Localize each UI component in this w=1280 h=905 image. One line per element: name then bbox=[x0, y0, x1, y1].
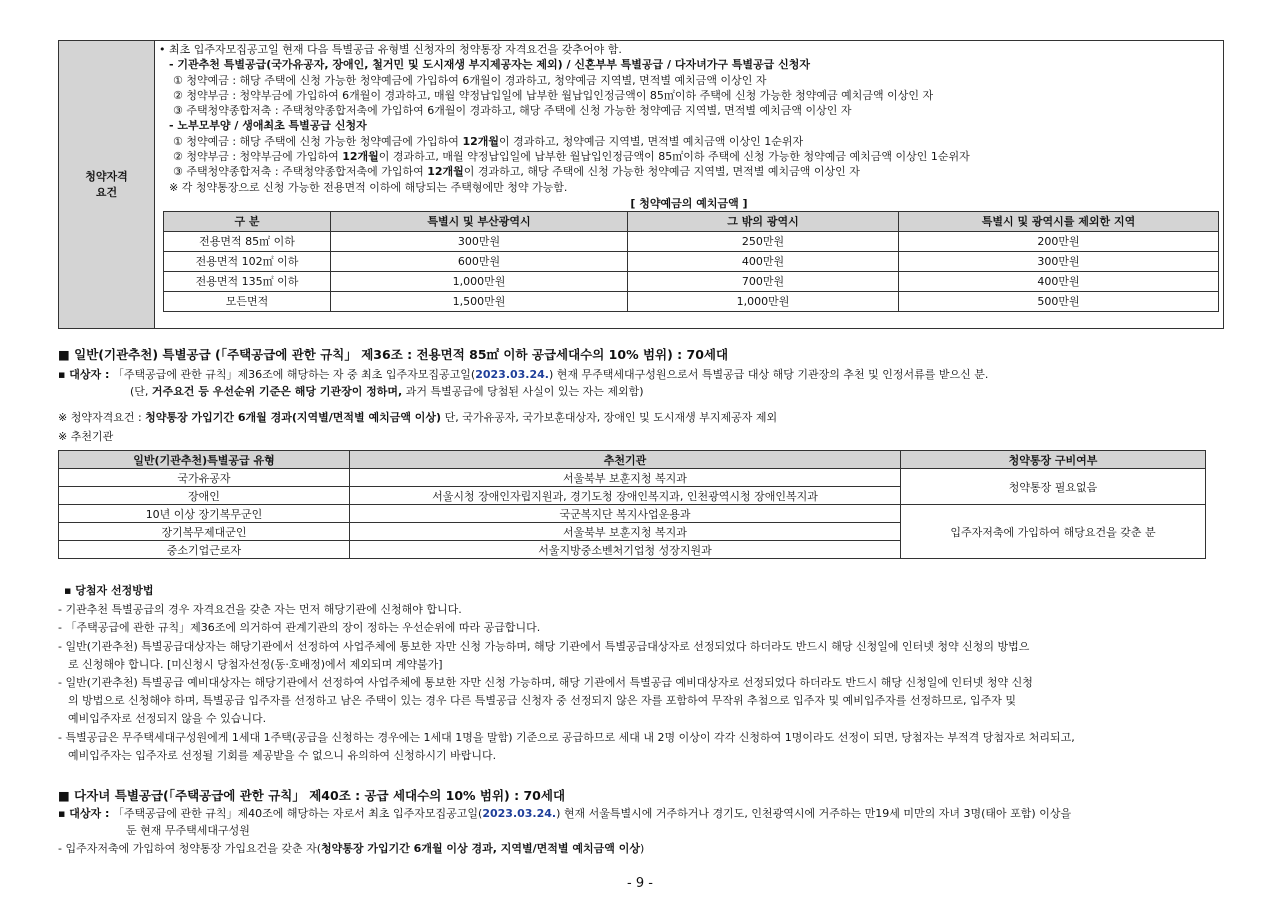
group2-item bbox=[159, 149, 1219, 164]
table-row bbox=[164, 231, 1219, 251]
subscription-requirement-table bbox=[58, 40, 1224, 329]
column-header: 추천기관 bbox=[350, 451, 901, 469]
requirement-body bbox=[155, 41, 1223, 328]
table-cell: 400만원 bbox=[628, 251, 899, 271]
target-condition-line bbox=[130, 384, 644, 399]
text: ) bbox=[639, 842, 645, 855]
target-continuation: 둔 현재 무주택세대구성원 bbox=[126, 824, 250, 837]
table-cell: 청약통장 필요없음 bbox=[901, 469, 1206, 505]
winner-selection-title: ▪ 당첨자 선정방법 bbox=[64, 584, 154, 597]
winner-line: 예비입주자는 입주자로 선정될 기회를 제공받을 수 없으니 유의하여 신청하시기 바랍니다. bbox=[68, 749, 497, 762]
table-row bbox=[164, 251, 1219, 271]
text: ② 청약부금 : 청약부금에 가입하여 bbox=[173, 150, 343, 164]
requirement-intro: • 최초 입주자모집공고일 현재 다음 특별공급 유형별 신청자의 청약통장 자격요건을 갖추어야 함. bbox=[159, 43, 622, 56]
table-header-row bbox=[164, 211, 1219, 231]
deposit-amount-table bbox=[163, 211, 1219, 312]
table-row bbox=[59, 469, 1206, 487]
target-line bbox=[58, 367, 988, 382]
text: 이 경과하고, 해당 주택에 신청 가능한 청약예금 지역별, 면적별 예치금액 이상인 자 bbox=[463, 165, 860, 179]
table-cell: 300만원 bbox=[899, 251, 1219, 271]
text: 이 경과하고, 청약예금 지역별, 면적별 예치금액 이상인 1순위자 bbox=[499, 134, 804, 148]
bold-text: 12개월 bbox=[427, 165, 464, 179]
table-cell: 700만원 bbox=[628, 271, 899, 291]
table-cell: 중소기업근로자 bbox=[59, 541, 350, 559]
requirement-header-line2: 요건 bbox=[95, 185, 118, 199]
section-title-multichild: ■ 다자녀 특별공급(「주택공급에 관한 규칙」 제40조 : 공급 세대수의 10% 범위) : 70세대 bbox=[58, 788, 566, 803]
page-number: - 9 - bbox=[627, 876, 653, 891]
table-cell: 국가유공자 bbox=[59, 469, 350, 487]
column-header: 청약통장 구비여부 bbox=[901, 451, 1206, 469]
text: - 입주자저축에 가입하여 청약통장 가입요건을 갖춘 자( bbox=[58, 842, 322, 855]
recommender-label: ※ 추천기관 bbox=[58, 430, 114, 443]
column-header: 일반(기관추천)특별공급 유형 bbox=[59, 451, 350, 469]
text: ① 청약예금 : 해당 주택에 신청 가능한 청약예금에 가입하여 bbox=[173, 134, 463, 148]
group1-title: - 기관추천 특별공급(국가유공자, 장애인, 철거민 및 도시재생 부지제공자는 제외) / 신혼부부 특별공급 / 다자녀가구 특별공급 신청자 bbox=[169, 58, 811, 72]
winner-line: - 「주택공급에 관한 규칙」제36조에 의거하여 관계기관의 장이 정하는 우선순위에 따라 공급합니다. bbox=[58, 621, 541, 634]
table-cell: 입주자저축에 가입하여 해당요건을 갖춘 분 bbox=[901, 505, 1206, 559]
group2-item bbox=[159, 134, 1219, 149]
text: 과거 특별공급에 당첨된 사실이 있는 자는 제외함) bbox=[402, 385, 644, 398]
table-cell: 400만원 bbox=[899, 271, 1219, 291]
table-cell: 200만원 bbox=[899, 231, 1219, 251]
account-requirement-line bbox=[58, 841, 644, 856]
table-cell: 250만원 bbox=[628, 231, 899, 251]
column-header: 특별시 및 부산광역시 bbox=[331, 211, 628, 231]
table-cell: 전용면적 135㎡ 이하 bbox=[164, 271, 331, 291]
text: ③ 주택청약종합저축 : 주택청약종합저축에 가입하여 bbox=[173, 165, 428, 179]
group1-item: ② 청약부금 : 청약부금에 가입하여 6개월이 경과하고, 매월 약정납입일에 납부한 월납입인정금액이 85㎡이하 주택에 신청 가능한 청약예금 예치금액 이상인 자 bbox=[173, 88, 934, 102]
table-cell: 1,000만원 bbox=[628, 291, 899, 311]
table-row bbox=[164, 271, 1219, 291]
bold-text: 거주요건 등 우선순위 기준은 해당 기관장이 정하며, bbox=[151, 385, 403, 398]
recommender-table bbox=[58, 450, 1206, 559]
text: ) 현재 서울특별시에 거주하거나 경기도, 인천광역시에 거주하는 만19세 미만의 자녀 3명(태아 포함) 이상을 bbox=[556, 807, 1072, 820]
table-cell: 장기복무제대군인 bbox=[59, 523, 350, 541]
requirement-note: ※ 각 청약통장으로 신청 가능한 전용면적 이하에 해당되는 주택형에만 청약 가능함. bbox=[169, 180, 568, 194]
text: 「주택공급에 관한 규칙」제36조에 해당하는 자 중 최초 입주자모집공고일( bbox=[112, 368, 476, 381]
winner-line: - 기관추천 특별공급의 경우 자격요건을 갖춘 자는 먼저 해당기관에 신청해야 합니다. bbox=[58, 603, 462, 616]
bold-text: 12개월 bbox=[342, 150, 379, 164]
text: 「주택공급에 관한 규칙」제40조에 해당하는 자로서 최초 입주자모집공고일( bbox=[112, 807, 483, 820]
bold-text: 청약통장 가입기간 6개월 이상 경과, 지역별/면적별 예치금액 이상 bbox=[321, 842, 640, 855]
table-cell: 10년 이상 장기복무군인 bbox=[59, 505, 350, 523]
target-label: ▪ 대상자 : bbox=[58, 807, 110, 820]
text: 단, 국가유공자, 국가보훈대상자, 장애인 및 도시재생 부지제공자 제외 bbox=[441, 411, 778, 424]
text: ※ 청약자격요건 : bbox=[58, 411, 146, 424]
table-cell: 1,000만원 bbox=[331, 271, 628, 291]
table-cell: 서울지방중소벤처기업청 성장지원과 bbox=[350, 541, 901, 559]
group2-title: - 노부모부양 / 생애최초 특별공급 신청자 bbox=[169, 119, 367, 133]
section-title-institution: ■ 일반(기관추천) 특별공급 (「주택공급에 관한 규칙」 제36조 : 전용면적 85㎡ 이하 공급세대수의 10% 범위) : 70세대 bbox=[58, 347, 729, 362]
group2-item bbox=[159, 164, 1219, 179]
table-cell: 서울북부 보훈지청 복지과 bbox=[350, 523, 901, 541]
bold-text: 청약통장 가입기간 6개월 경과(지역별/면적별 예치금액 이상) bbox=[145, 411, 442, 424]
announcement-date: 2023.03.24. bbox=[475, 368, 549, 381]
announcement-date: 2023.03.24. bbox=[482, 807, 557, 820]
table-cell: 서울시청 장애인자립지원과, 경기도청 장애인복지과, 인천광역시청 장애인복지과 bbox=[350, 487, 901, 505]
column-header: 특별시 및 광역시를 제외한 지역 bbox=[899, 211, 1219, 231]
column-header: 그 밖의 광역시 bbox=[628, 211, 899, 231]
column-header: 구 분 bbox=[164, 211, 331, 231]
winner-line: 로 신청해야 합니다. [미신청시 당첨자선정(동·호배정)에서 제외되며 계약불가] bbox=[68, 658, 443, 671]
table-cell: 300만원 bbox=[331, 231, 628, 251]
text: 이 경과하고, 매월 약정납입일에 납부한 월납입인정금액이 85㎡이하 주택에 신청 가능한 청약예금 예치금액 이상인 1순위자 bbox=[378, 150, 970, 164]
table-cell: 500만원 bbox=[899, 291, 1219, 311]
table-header-row bbox=[59, 451, 1206, 469]
requirement-header-line1: 청약자격 bbox=[85, 169, 128, 183]
winner-line: - 일반(기관추천) 특별공급대상자는 해당기관에서 선정하여 사업주체에 통보한 자만 신청 가능하며, 해당 기관에서 특별공급대상자로 선정되었다 하더라도 반드시 해당 신청일에 인터넷 청약 신청의 방법으 bbox=[58, 640, 1030, 653]
table-cell: 1,500만원 bbox=[331, 291, 628, 311]
table-cell: 600만원 bbox=[331, 251, 628, 271]
text: ) 현재 무주택세대구성원으로서 특별공급 대상 해당 기관장의 추천 및 인정서류를 받으신 분. bbox=[548, 368, 989, 381]
table-cell: 전용면적 102㎡ 이하 bbox=[164, 251, 331, 271]
bold-text: 12개월 bbox=[462, 134, 499, 148]
text: (단, bbox=[130, 385, 152, 398]
target-label: ▪ 대상자 : bbox=[58, 368, 110, 381]
group1-item: ③ 주택청약종합저축 : 주택청약종합저축에 가입하여 6개월이 경과하고, 해당 주택에 신청 가능한 청약예금 지역별, 면적별 예치금액 이상인 자 bbox=[173, 104, 852, 118]
table-cell: 서울북부 보훈지청 복지과 bbox=[350, 469, 901, 487]
table-row bbox=[59, 505, 1206, 523]
table-cell: 국군복지단 복지사업운용과 bbox=[350, 505, 901, 523]
winner-line: 예비입주자로 선정되지 않을 수 있습니다. bbox=[68, 712, 267, 725]
requirement-header-cell bbox=[59, 41, 155, 328]
group1-item: ① 청약예금 : 해당 주택에 신청 가능한 청약예금에 가입하여 6개월이 경과하고, 청약예금 지역별, 면적별 예치금액 이상인 자 bbox=[173, 73, 767, 87]
table-cell: 모든면적 bbox=[164, 291, 331, 311]
table-cell: 전용면적 85㎡ 이하 bbox=[164, 231, 331, 251]
deposit-table-caption: [ 청약예금의 예치금액 ] bbox=[630, 196, 748, 210]
table-row bbox=[164, 291, 1219, 311]
winner-line: - 일반(기관추천) 특별공급 예비대상자는 해당기관에서 선정하여 사업주체에 통보한 자만 신청 가능하며, 해당 기관에서 특별공급 예비대상자로 선정되었다 하더라도 반드시 해당 신청일에 인터넷 청약 신청 bbox=[58, 676, 1033, 689]
table-cell: 장애인 bbox=[59, 487, 350, 505]
winner-line: 의 방법으로 신청해야 하며, 특별공급 입주자를 선정하고 남은 주택이 있는 경우 다른 특별공급 신청자 중 선정되지 않은 자를 포함하여 무작위 추첨으로 입주자 및 예비입주자를 선정하므로, 입주자 및 bbox=[68, 694, 1016, 707]
target-line bbox=[58, 806, 1071, 821]
qualification-line bbox=[58, 410, 777, 425]
winner-line: - 특별공급은 무주택세대구성원에게 1세대 1주택(공급을 신청하는 경우에는 1세대 1명을 말함) 기준으로 공급하므로 세대 내 2명 이상이 각각 신청하여 1명이라도 선정이 되면, 당첨자는 부적격 당첨자로 처리되고, bbox=[58, 731, 1075, 744]
